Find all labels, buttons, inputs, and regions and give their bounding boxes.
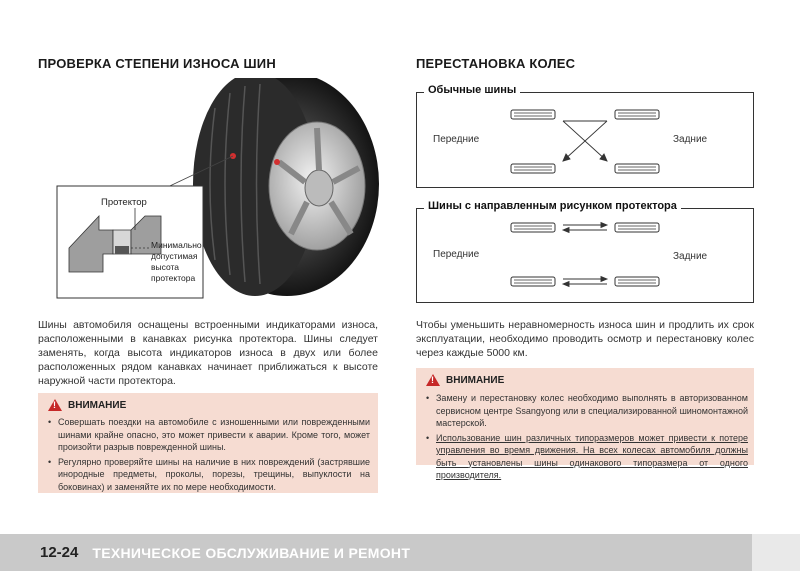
swap-arrows-bottom (563, 277, 607, 287)
tire-rear-top-icon (615, 110, 659, 119)
dir-tire-rear-top-icon (615, 223, 659, 232)
label-tread: Протектор (101, 197, 147, 208)
left-warning-item: • Совершать поездки на автомобиле с изношенными или поврежденными шинами крайне опасно, это может привести к аварии. Кроме того, может произойти разрыв поврежденной шины. (48, 416, 370, 454)
tire-front-bottom-icon (511, 164, 555, 173)
right-paragraph: Чтобы уменьшить неравномерность износа шин и продлить их срок эксплуатации, необходимо проводить осмотр и перестановку колес через каждые 5000 км. (416, 319, 754, 359)
right-warning-item: • Замену и перестановку колес необходимо выполнять в авторизованном сервисном центре Ssangyong или в специализированной шиномонтажной мастерской. (426, 392, 748, 430)
page-number: 12-24 (40, 544, 79, 561)
page-footer (0, 534, 800, 571)
left-warning-title: ВНИМАНИЕ (68, 399, 127, 411)
cross-arrows (563, 121, 607, 161)
wear-bar (115, 246, 129, 254)
tire-rear-bottom-icon (615, 164, 659, 173)
rotation-diagram-regular (416, 92, 754, 188)
left-heading: ПРОВЕРКА СТЕПЕНИ ИЗНОСА ШИН (38, 56, 276, 71)
left-warning-list (48, 416, 370, 495)
right-warning-title: ВНИМАНИЕ (446, 374, 505, 386)
left-warning-header (48, 399, 126, 411)
wear-indicator-mark-2 (274, 159, 280, 165)
right-warning-header (426, 374, 504, 386)
footer-bar (0, 534, 752, 571)
label-front: Передние (433, 134, 480, 145)
label-min-1: Минимально (151, 240, 202, 250)
right-warning-list (426, 392, 748, 484)
warning-icon (426, 374, 440, 386)
label-front-directional: Передние (433, 249, 480, 260)
label-min-4: протектора (151, 273, 196, 283)
tire-wear-figure (55, 78, 385, 300)
diagram-regular-title: Обычные шины (424, 84, 520, 96)
diagram-directional-title: Шины с направленным рисунком протектора (424, 200, 681, 212)
chapter-title: ТЕХНИЧЕСКОЕ ОБСЛУЖИВАНИЕ И РЕМОНТ (92, 544, 411, 561)
tire-front-top-icon (511, 110, 555, 119)
dir-tire-front-bottom-icon (511, 277, 555, 286)
label-min-2: допустимая (151, 251, 198, 261)
left-warning-item: • Регулярно проверяйте шины на наличие в них повреждений (застрявшие инородные предметы, проколы, порезы, трещины, выпуклости на боковинах) и заменяйте их по мере необходимости. (48, 456, 370, 494)
rotation-diagram-directional (416, 208, 754, 303)
left-paragraph: Шины автомобиля оснащены встроенными индикаторами износа, расположенными в канавках рисунка протектора. Шины следует заменять, когда высота индикаторов износа в двух или более расположенных рядом канавках начинает приближаться к высоте наружной части протектора. (38, 319, 378, 387)
swap-arrows-top (563, 223, 607, 233)
right-warning-item-underlined: • Использование шин различных типоразмеров может привести к потере управления во время движения. На всех колесах автомобиля должны быть установлены шины одинакового типоразмера от одного производителя. (426, 432, 748, 482)
label-rear: Задние (673, 134, 708, 145)
right-heading: ПЕРЕСТАНОВКА КОЛЕС (416, 56, 576, 71)
warning-icon (48, 399, 62, 411)
left-warning-box (38, 393, 378, 493)
dir-tire-rear-bottom-icon (615, 277, 659, 286)
right-warning-box (416, 368, 754, 480)
dir-tire-front-top-icon (511, 223, 555, 232)
wheel-hub (305, 170, 333, 206)
label-rear-directional: Задние (673, 251, 708, 262)
label-min-3: высота (151, 262, 180, 272)
footer-tab (752, 534, 800, 571)
tire-illustration (55, 78, 385, 300)
